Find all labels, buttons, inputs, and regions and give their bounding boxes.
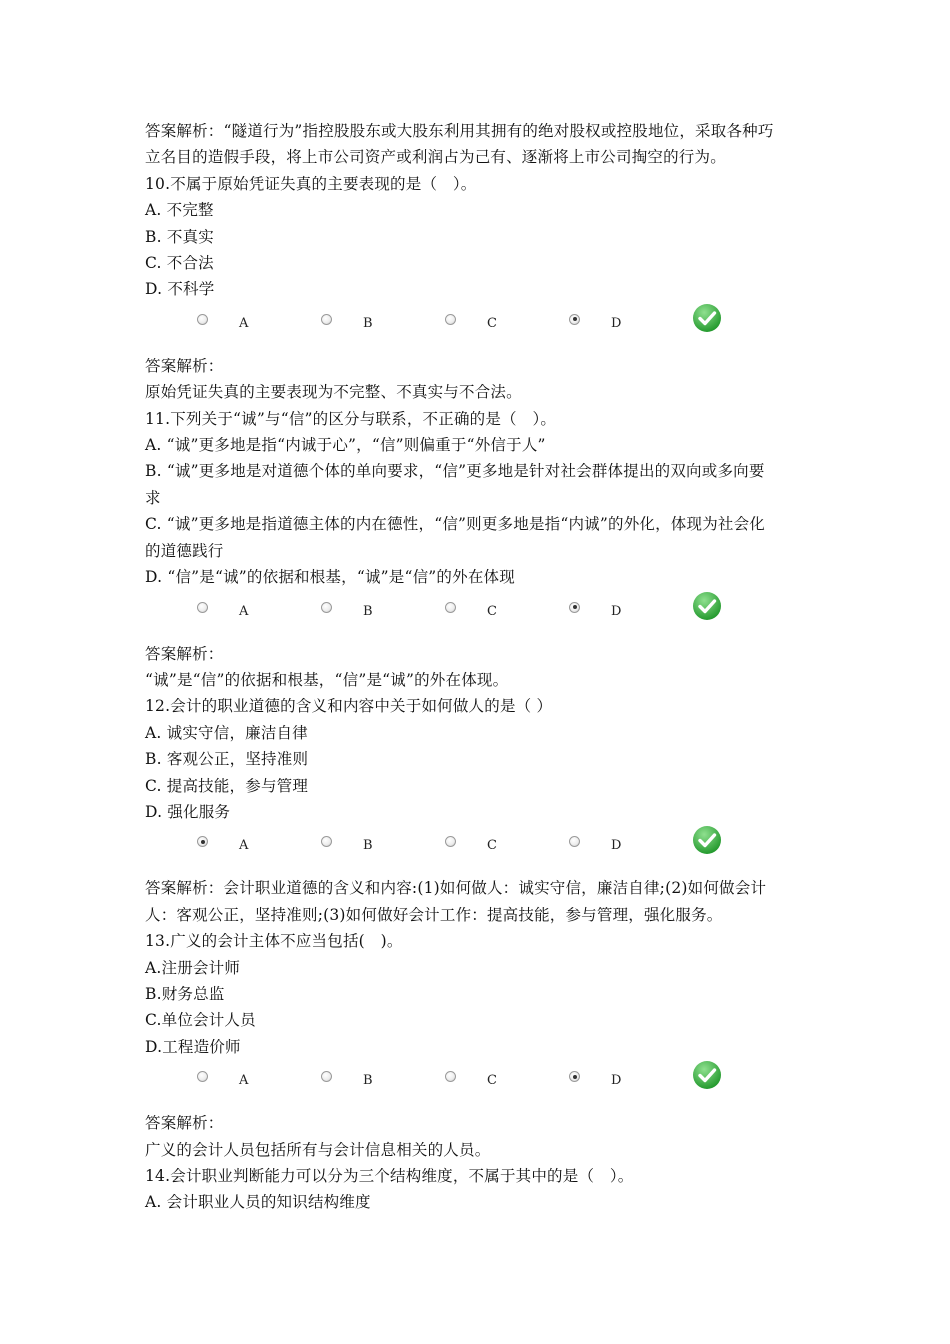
q13-answer-row: [145, 1060, 815, 1110]
q9-analysis-line2: 立名目的造假手段，将上市公司资产或利润占为己有、逐渐将上市公司掏空的行为。: [145, 148, 726, 167]
q12-option-b: B. 客观公正，坚持准则: [145, 750, 309, 769]
q11-radio-b[interactable]: B: [321, 602, 332, 613]
q10-option-b: B. 不真实: [145, 227, 214, 246]
q13-option-d: D.工程造价师: [145, 1037, 241, 1056]
q11-analysis-title: 答案解析：: [145, 644, 224, 663]
q11-answer-row: [145, 591, 815, 641]
radio-button-icon[interactable]: [321, 602, 332, 613]
q10-answer-row: [145, 303, 815, 353]
q10-option-d: D. 不科学: [145, 280, 215, 299]
q9-analysis-line1: 答案解析：“隧道行为”指控股股东或大股东利用其拥有的绝对股权或控股地位，采取各种巧: [145, 122, 774, 140]
q10-radio-b[interactable]: B: [321, 314, 332, 325]
q11-radio-c[interactable]: C: [445, 602, 456, 613]
radio-button-icon[interactable]: [569, 836, 580, 847]
q11-analysis: “诚”是“信”的依据和根基，“信”是“诚”的外在体现。: [145, 670, 509, 689]
radio-button-icon[interactable]: [569, 1071, 580, 1082]
q10-radio-c[interactable]: C: [445, 314, 456, 325]
document-page: [145, 118, 815, 1216]
q13-option-b: B.财务总监: [145, 984, 225, 1003]
q14-option-a: A. 会计职业人员的知识结构维度: [145, 1193, 371, 1212]
radio-button-icon[interactable]: [321, 836, 332, 847]
q12-radio-a[interactable]: A: [197, 836, 208, 847]
q11-radio-a[interactable]: A: [197, 602, 208, 613]
radio-button-icon[interactable]: [197, 1071, 208, 1082]
radio-button-icon[interactable]: [569, 602, 580, 613]
q13-stem: 13.广义的会计主体不应当包括( )。: [145, 932, 403, 951]
q11-stem: 11.下列关于“诚”与“信”的区分与联系，不正确的是（ ）。: [145, 409, 557, 428]
q10-radio-d[interactable]: D: [569, 314, 580, 325]
q13-radio-b[interactable]: B: [321, 1071, 332, 1082]
q10-radio-a[interactable]: A: [197, 314, 208, 325]
radio-button-icon[interactable]: [197, 836, 208, 847]
q13-radio-c[interactable]: C: [445, 1071, 456, 1082]
q10-stem: 10.不属于原始凭证失真的主要表现的是（ ）。: [145, 174, 477, 193]
q13-radio-d[interactable]: D: [569, 1071, 580, 1082]
check-circle-icon: [692, 825, 722, 855]
q11-option-b-line1: B. “诚”更多地是对道德个体的单向要求，“信”更多地是针对社会群体提出的双向或多向要: [145, 462, 765, 481]
q11-option-a: A. “诚”更多地是指“内诚于心”，“信”则偏重于“外信于人”: [145, 436, 546, 455]
radio-button-icon[interactable]: [569, 314, 580, 325]
q12-option-a: A. 诚实守信，廉洁自律: [145, 723, 308, 742]
q13-option-c: C.单位会计人员: [145, 1011, 256, 1030]
radio-button-icon[interactable]: [445, 1071, 456, 1082]
q10-analysis-title: 答案解析：: [145, 356, 224, 375]
q13-option-a: A.注册会计师: [145, 958, 241, 977]
radio-button-icon[interactable]: [321, 1071, 332, 1082]
q13-analysis: 广义的会计人员包括所有与会计信息相关的人员。: [145, 1140, 491, 1159]
check-circle-icon: [692, 303, 722, 333]
radio-button-icon[interactable]: [445, 836, 456, 847]
check-circle-icon: [692, 591, 722, 621]
q12-analysis-line2: 人：客观公正，坚持准则;(3)如何做好会计工作：提高技能，参与管理，强化服务。: [145, 905, 723, 924]
radio-button-icon[interactable]: [321, 314, 332, 325]
q12-radio-b[interactable]: B: [321, 836, 332, 847]
radio-button-icon[interactable]: [197, 602, 208, 613]
q14-stem: 14.会计职业判断能力可以分为三个结构维度，不属于其中的是（ ）。: [145, 1167, 634, 1185]
q10-option-c: C. 不合法: [145, 254, 214, 273]
radio-button-icon[interactable]: [445, 602, 456, 613]
q13-radio-a[interactable]: A: [197, 1071, 208, 1082]
q11-option-c-line2: 的道德践行: [145, 541, 224, 560]
check-circle-icon: [692, 1060, 722, 1090]
q12-option-c: C. 提高技能，参与管理: [145, 776, 309, 795]
q11-option-d: D. “信”是“诚”的依据和根基，“诚”是“信”的外在体现: [145, 568, 515, 587]
q10-analysis: 原始凭证失真的主要表现为不完整、不真实与不合法。: [145, 383, 522, 402]
q12-answer-row: [145, 825, 815, 875]
q12-stem: 12.会计的职业道德的含义和内容中关于如何做人的是（ ）: [145, 697, 553, 716]
q10-option-a: A. 不完整: [145, 201, 214, 220]
q12-radio-c[interactable]: C: [445, 836, 456, 847]
q12-analysis-line1: 答案解析：会计职业道德的含义和内容:(1)如何做人：诚实守信，廉洁自律;(2)如何做会计: [145, 879, 767, 898]
q13-analysis-title: 答案解析：: [145, 1114, 224, 1133]
q11-option-b-line2: 求: [145, 488, 161, 507]
q12-option-d: D. 强化服务: [145, 802, 231, 821]
q11-radio-d[interactable]: D: [569, 602, 580, 613]
q11-option-c-line1: C. “诚”更多地是指道德主体的内在德性，“信”则更多地是指“内诚”的外化，体现为社会化: [145, 515, 766, 534]
radio-button-icon[interactable]: [445, 314, 456, 325]
q12-radio-d[interactable]: D: [569, 836, 580, 847]
radio-button-icon[interactable]: [197, 314, 208, 325]
